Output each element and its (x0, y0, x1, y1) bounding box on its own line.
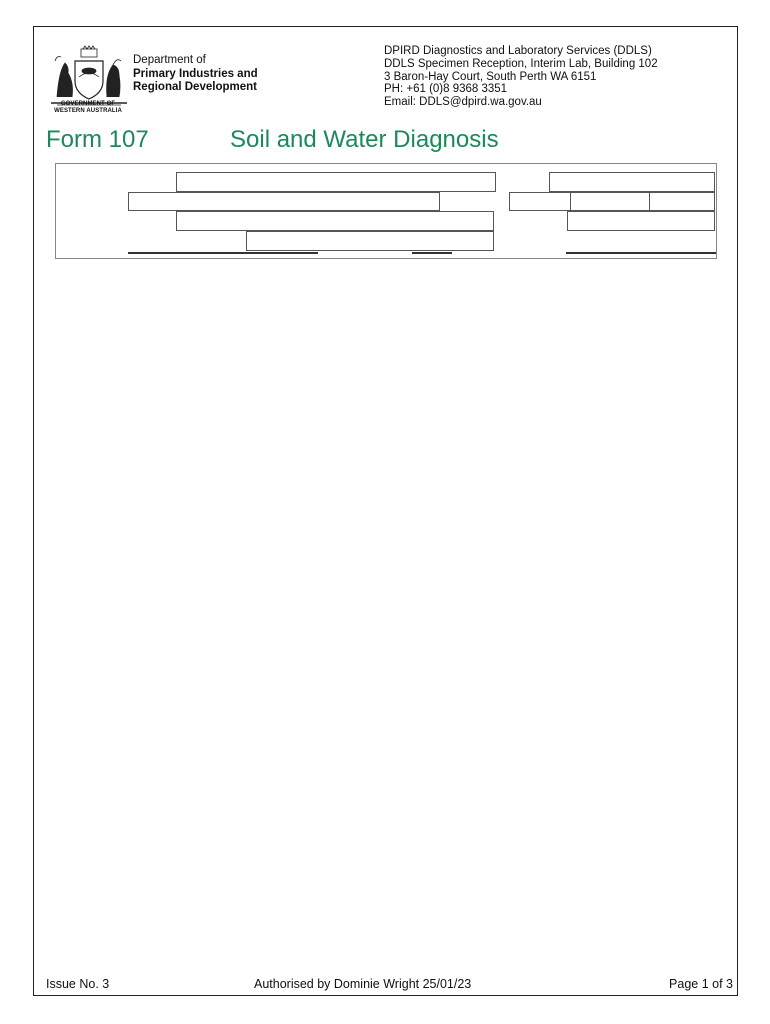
footer-page-number: Page 1 of 3 (669, 977, 733, 991)
underline-rule-1 (128, 252, 318, 254)
department-line-2: Primary Industries and (133, 67, 258, 80)
contact-line-email: Email: DDLS@dpird.wa.gov.au (384, 96, 542, 109)
footer-authorised: Authorised by Dominie Wright 25/01/23 (254, 977, 472, 991)
crest-caption-line1: GOVERNMENT OF (60, 101, 116, 107)
footer-issue: Issue No. 3 (46, 977, 110, 991)
form-field-6[interactable] (649, 192, 715, 211)
form-number: Form 107 (46, 126, 149, 153)
form-field-8[interactable] (567, 211, 715, 231)
crest-caption (40, 101, 136, 115)
contact-line-address: 3 Baron-Hay Court, South Perth WA 6151 (384, 70, 597, 83)
form-field-4[interactable] (509, 192, 571, 211)
form-field-5[interactable] (570, 192, 650, 211)
department-line-3: Regional Development (133, 81, 257, 93)
crest-caption-line2: WESTERN AUSTRALIA (54, 108, 122, 114)
contact-line-ddls: DPIRD Diagnostics and Laboratory Services (DDLS) (384, 45, 652, 57)
submitter-details-panel (55, 163, 717, 259)
form-field-7[interactable] (176, 211, 494, 231)
underline-rule-3 (566, 252, 716, 254)
form-page (33, 26, 738, 996)
contact-line-phone: PH: +61 (0)8 9368 3351 (384, 83, 508, 96)
department-line-1: Department of (133, 54, 206, 66)
contact-block (384, 45, 658, 109)
contact-line-reception: DDLS Specimen Reception, Interim Lab, Building 102 (384, 57, 658, 70)
department-name (133, 54, 258, 95)
underline-rule-2 (412, 252, 452, 254)
form-title: Soil and Water Diagnosis (230, 126, 499, 153)
form-field-9[interactable] (246, 231, 494, 251)
form-field-1[interactable] (176, 172, 496, 192)
form-field-2[interactable] (549, 172, 715, 192)
form-field-3[interactable] (128, 192, 440, 211)
